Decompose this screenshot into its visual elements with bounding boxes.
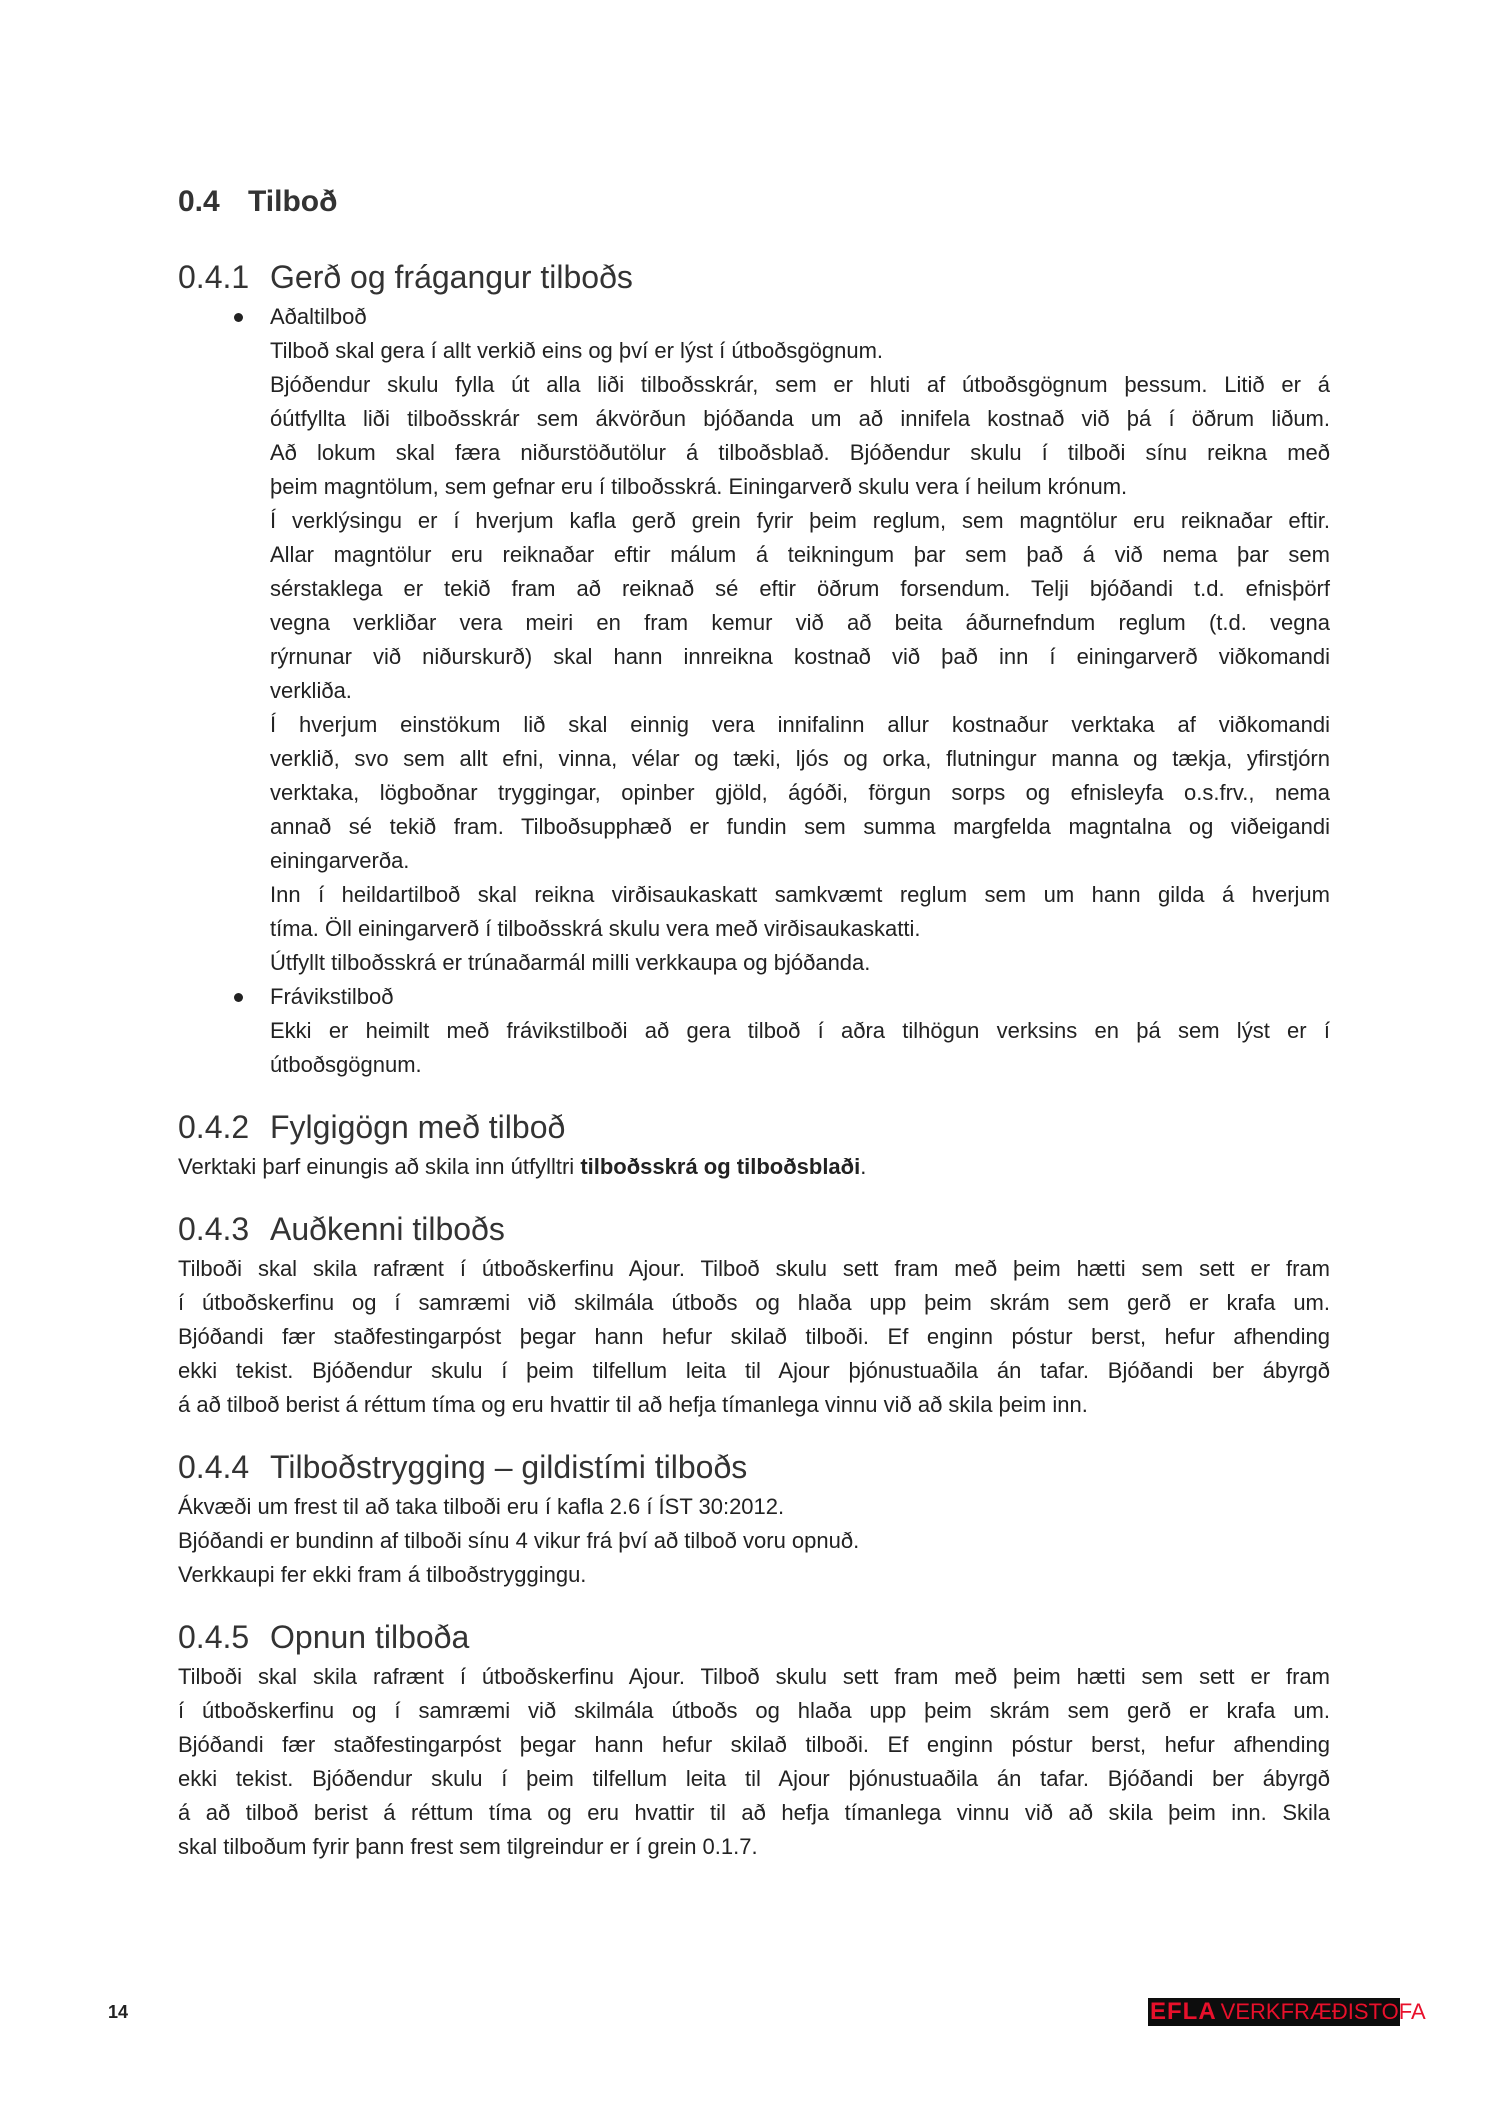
- paragraph-line: Að lokum skal færa niðurstöðutölur á tilboðsblað. Bjóðendur skulu í tilboði sínu reikna með: [270, 440, 1330, 465]
- bullet-item-fravikstilbod: [178, 980, 1330, 1082]
- paragraph-line: skal tilboðum fyrir þann frest sem tilgreindur er í grein 0.1.7.: [178, 1834, 758, 1859]
- paragraph-line: verklið, svo sem allt efni, vinna, vélar og tæki, ljós og orka, flutningur manna og tækja, yfirstjórn: [270, 746, 1330, 771]
- document-content: [178, 176, 1330, 1864]
- subsection-heading: [178, 1206, 1330, 1252]
- paragraph-line: Í hverjum einstökum lið skal einnig vera innifalinn allur kostnaður verktaka af viðkomandi: [270, 712, 1330, 737]
- paragraph-line: verktaka, lögboðnar tryggingar, opinber gjöld, ágóði, förgun sorps og efnisleyfa o.s.frv., nema: [270, 780, 1330, 805]
- subsection-number: 0.4.2: [178, 1109, 250, 1145]
- bullet-label: Aðaltilboð: [270, 304, 367, 329]
- paragraph-line: ekki tekist. Bjóðendur skulu í þeim tilfellum leita til Ajour þjónustuaðila án tafar. Bjóðandi ber ábyrgð: [178, 1358, 1330, 1383]
- subsection-title: Tilboðstrygging – gildistími tilboðs: [270, 1449, 748, 1485]
- paragraph-line: Bjóðandi fær staðfestingarpóst þegar hann hefur skilað tilboði. Ef enginn póstur berst, hefur afhending: [178, 1732, 1330, 1757]
- paragraph-line: Í verklýsingu er í hverjum kafla gerð grein fyrir þeim reglum, sem magntölur eru reiknaðar eftir.: [270, 508, 1330, 533]
- paragraph-line: Ákvæði um frest til að taka tilboði eru í kafla 2.6 í ÍST 30:2012.: [178, 1494, 785, 1519]
- subsection-0-4-1: [178, 254, 1330, 1082]
- paragraph-line: Tilboði skal skila rafrænt í útboðskerfinu Ajour. Tilboð skulu sett fram með þeim hætti sem sett er fram: [178, 1256, 1330, 1281]
- subsection-title: Gerð og frágangur tilboðs: [270, 259, 633, 295]
- paragraph-line: Bjóðandi fær staðfestingarpóst þegar hann hefur skilað tilboði. Ef enginn póstur berst, hefur afhending: [178, 1324, 1330, 1349]
- paragraph-line: tíma. Öll einingarverð í tilboðsskrá skulu vera með virðisaukaskatti.: [270, 916, 921, 941]
- bullet-label: Frávikstilboð: [270, 984, 394, 1009]
- bullet-item-adaltilbod: [178, 300, 1330, 980]
- paragraph-line: ekki tekist. Bjóðendur skulu í þeim tilfellum leita til Ajour þjónustuaðila án tafar. Bjóðandi ber ábyrgð: [178, 1766, 1330, 1791]
- efla-logo: [1148, 1998, 1426, 2026]
- subsection-number: 0.4.1: [178, 259, 250, 295]
- subsection-title: Fylgigögn með tilboð: [270, 1109, 566, 1145]
- subsection-0-4-4: [178, 1444, 1330, 1592]
- section-title: Tilboð: [248, 185, 338, 218]
- paragraph-line: einingarverða.: [270, 848, 410, 873]
- paragraph-line: Tilboð skal gera í allt verkið eins og því er lýst í útboðsgögnum.: [270, 338, 884, 363]
- subsection-number: 0.4.3: [178, 1211, 250, 1247]
- subsection-heading: [178, 254, 1330, 300]
- subsection-0-4-3: [178, 1206, 1330, 1422]
- subsection-heading: [178, 1104, 1330, 1150]
- paragraph: [178, 1150, 1330, 1184]
- subsection-title: Auðkenni tilboðs: [270, 1211, 505, 1247]
- paragraph-line: Tilboði skal skila rafrænt í útboðskerfinu Ajour. Tilboð skulu sett fram með þeim hætti sem sett er fram: [178, 1664, 1330, 1689]
- paragraph-line: vegna verkliðar vera meiri en fram kemur við að beita áðurnefndum reglum (t.d. vegna: [270, 610, 1330, 635]
- paragraph-line: Inn í heildartilboð skal reikna virðisaukaskatt samkvæmt reglum sem um hann gilda á hverjum: [270, 882, 1330, 907]
- paragraph-line: óútfyllta liði tilboðsskrár sem ákvörðun bjóðanda um að innifela kostnað við þá í öðrum liðum.: [270, 406, 1330, 431]
- paragraph-line: í útboðskerfinu og í samræmi við skilmála útboðs og hlaða upp þeim skrám sem gerð er krafa um.: [178, 1290, 1330, 1315]
- section-number: 0.4: [178, 185, 220, 218]
- paragraph-line: Verkkaupi fer ekki fram á tilboðstryggingu.: [178, 1562, 587, 1587]
- subsection-0-4-5: [178, 1614, 1330, 1864]
- paragraph-line: sérstaklega er tekið fram að reiknað sé eftir öðrum forsendum. Telji bjóðandi t.d. efnisþörf: [270, 576, 1330, 601]
- paragraph-line: í útboðskerfinu og í samræmi við skilmála útboðs og hlaða upp þeim skrám sem gerð er krafa um.: [178, 1698, 1330, 1723]
- paragraph-line: Bjóðendur skulu fylla út alla liði tilboðsskrár, sem er hluti af útboðsgögnum þessum. Litið er á: [270, 372, 1330, 397]
- bullet-list: [178, 300, 1330, 1082]
- paragraph-line: á að tilboð berist á réttum tíma og eru hvattir til að hefja tímanlega vinnu við að skila þeim inn. Skila: [178, 1800, 1330, 1825]
- paragraph-line: Allar magntölur eru reiknaðar eftir málum á teikningum þar sem það á við nema þar sem: [270, 542, 1330, 567]
- logo-subtitle: VERKFRÆÐISTOFA: [1220, 1999, 1426, 2024]
- subsection-number: 0.4.4: [178, 1449, 250, 1485]
- paragraph-line: Bjóðandi er bundinn af tilboði sínu 4 vikur frá því að tilboð voru opnuð.: [178, 1528, 860, 1553]
- page-number: 14: [108, 2002, 129, 2022]
- subsection-heading: [178, 1444, 1330, 1490]
- logo-brand: EFLA: [1150, 1998, 1217, 2025]
- paragraph-line: útboðsgögnum.: [270, 1052, 422, 1077]
- paragraph-text-end: .: [860, 1154, 867, 1179]
- paragraph-line: rýrnunar við niðurskurð) skal hann innreikna kostnað við það inn í einingarverð viðkomandi: [270, 644, 1330, 669]
- subsection-title: Opnun tilboða: [270, 1619, 470, 1655]
- subsection-number: 0.4.5: [178, 1619, 250, 1655]
- paragraph-line: verkliða.: [270, 678, 352, 703]
- paragraph-line: Útfyllt tilboðsskrá er trúnaðarmál milli verkkaupa og bjóðanda.: [270, 950, 871, 975]
- paragraph-line: þeim magntölum, sem gefnar eru í tilboðsskrá. Einingarverð skulu vera í heilum krónum.: [270, 474, 1128, 499]
- bullet-icon: [234, 313, 243, 322]
- paragraph-line: annað sé tekið fram. Tilboðsupphæð er fundin sem summa margfelda magntalna og viðeigandi: [270, 814, 1330, 839]
- paragraph-line: Ekki er heimilt með frávikstilboði að gera tilboð í aðra tilhögun verksins en þá sem lýst er í: [270, 1018, 1330, 1043]
- paragraph-bold-text: tilboðsskrá og tilboðsblaði: [580, 1154, 861, 1179]
- section-heading-0-4: [178, 176, 1330, 228]
- subsection-heading: [178, 1614, 1330, 1660]
- bullet-icon: [234, 993, 243, 1002]
- paragraph-text: Verktaki þarf einungis að skila inn útfylltri: [178, 1154, 581, 1179]
- paragraph-line: á að tilboð berist á réttum tíma og eru hvattir til að hefja tímanlega vinnu við að skila þeim inn.: [178, 1392, 1088, 1417]
- subsection-0-4-2: [178, 1104, 1330, 1184]
